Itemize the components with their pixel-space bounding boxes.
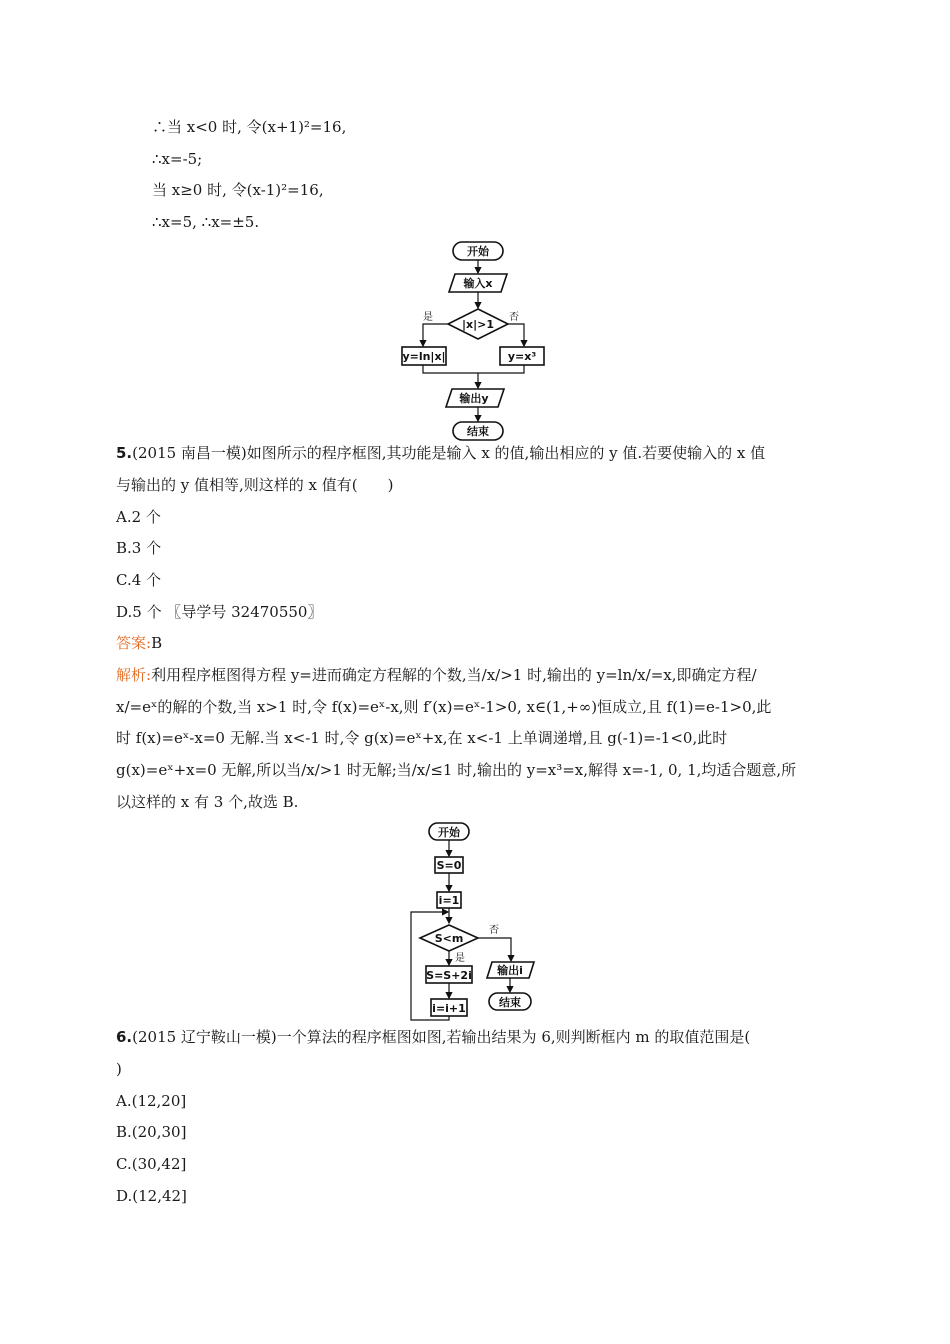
- start-label-2: 开始: [438, 826, 460, 839]
- solution-line-3: 当 x≥0 时, 令(x-1)²=16,: [152, 181, 324, 199]
- q6-stem-line1: [116, 1027, 750, 1047]
- start-label: 开始: [467, 245, 489, 258]
- q5-analysis-line5: 以这样的 x 有 3 个,故选 B.: [116, 793, 299, 811]
- q6-option-b: B.(20,30]: [116, 1123, 187, 1141]
- output-label-2: 输出i: [497, 964, 523, 977]
- q5-number: 5.: [116, 444, 133, 462]
- q6-stem-text: (2015 辽宁鞍山一模)一个算法的程序框图如图,若输出结果为 6,则判断框内 m 的取值范围是(: [132, 1028, 751, 1046]
- update-s-label: S=S+2i: [426, 969, 472, 982]
- input-label: 输入x: [463, 277, 493, 290]
- q6-option-d: D.(12,42]: [116, 1187, 187, 1205]
- q5-answer: [116, 633, 162, 653]
- init-s-label: S=0: [436, 859, 462, 872]
- right-process-label: y=x³: [507, 350, 537, 363]
- q5-option-b: B.3 个: [116, 539, 162, 557]
- flowchart-1: [390, 238, 560, 443]
- q6-option-a: A.(12,20]: [116, 1092, 187, 1110]
- update-i-label: i=i+1: [432, 1002, 466, 1015]
- yes-label-2: 是: [455, 953, 465, 964]
- analysis-text-1: 利用程序框图得方程 y=进而确定方程解的个数,当/x/>1 时,输出的 y=ln/x/=x,即确定方程/: [151, 666, 757, 684]
- q6-stem-line2: ): [116, 1060, 122, 1078]
- flowchart-2: [398, 818, 548, 1023]
- solution-line-1: ∴当 x<0 时, 令(x+1)²=16,: [152, 118, 347, 136]
- q6-number: 6.: [116, 1028, 133, 1046]
- decision-label: |x|>1: [461, 318, 495, 331]
- q5-option-a: A.2 个: [116, 508, 161, 526]
- yes-label: 是: [423, 312, 433, 323]
- init-i-label: i=1: [438, 894, 460, 907]
- q5-option-d: D.5 个 〖导学号 32470550〗: [116, 603, 323, 621]
- answer-label: 答案:: [116, 634, 152, 652]
- no-label: 否: [509, 312, 519, 323]
- q5-analysis-line4: g(x)=eˣ+x=0 无解,所以当/x/>1 时无解;当/x/≤1 时,输出的 y=x³=x,解得 x=-1, 0, 1,均适合题意,所: [116, 761, 797, 779]
- no-label-2: 否: [489, 925, 499, 936]
- q5-option-c: C.4 个: [116, 571, 162, 589]
- q5-analysis-line3: 时 f(x)=eˣ-x=0 无解.当 x<-1 时,令 g(x)=eˣ+x,在 x<-1 上单调递增,且 g(-1)=-1<0,此时: [116, 729, 728, 747]
- decision-label-2: S<m: [434, 932, 464, 945]
- q6-option-c: C.(30,42]: [116, 1155, 187, 1173]
- end-label-2: 结束: [499, 996, 521, 1009]
- answer-value: B: [151, 634, 163, 652]
- q5-stem-line2: 与输出的 y 值相等,则这样的 x 值有( ): [116, 476, 394, 494]
- solution-line-2: ∴x=-5;: [152, 150, 203, 168]
- analysis-label: 解析:: [116, 666, 152, 684]
- q5-analysis-line1: [116, 665, 757, 685]
- left-process-label: y=ln|x|: [402, 350, 446, 363]
- q5-analysis-line2: x/=eˣ的解的个数,当 x>1 时,令 f(x)=eˣ-x,则 f′(x)=eˣ-1>0, x∈(1,+∞)恒成立,且 f(1)=e-1>0,此: [116, 698, 772, 716]
- output-label: 输出y: [459, 392, 489, 405]
- q5-stem-line1: [116, 443, 765, 463]
- q5-stem-text: (2015 南昌一模)如图所示的程序框图,其功能是输入 x 的值,输出相应的 y 值.若要使输入的 x 值: [132, 444, 766, 462]
- end-label: 结束: [467, 425, 489, 438]
- solution-line-4: ∴x=5, ∴x=±5.: [152, 213, 260, 231]
